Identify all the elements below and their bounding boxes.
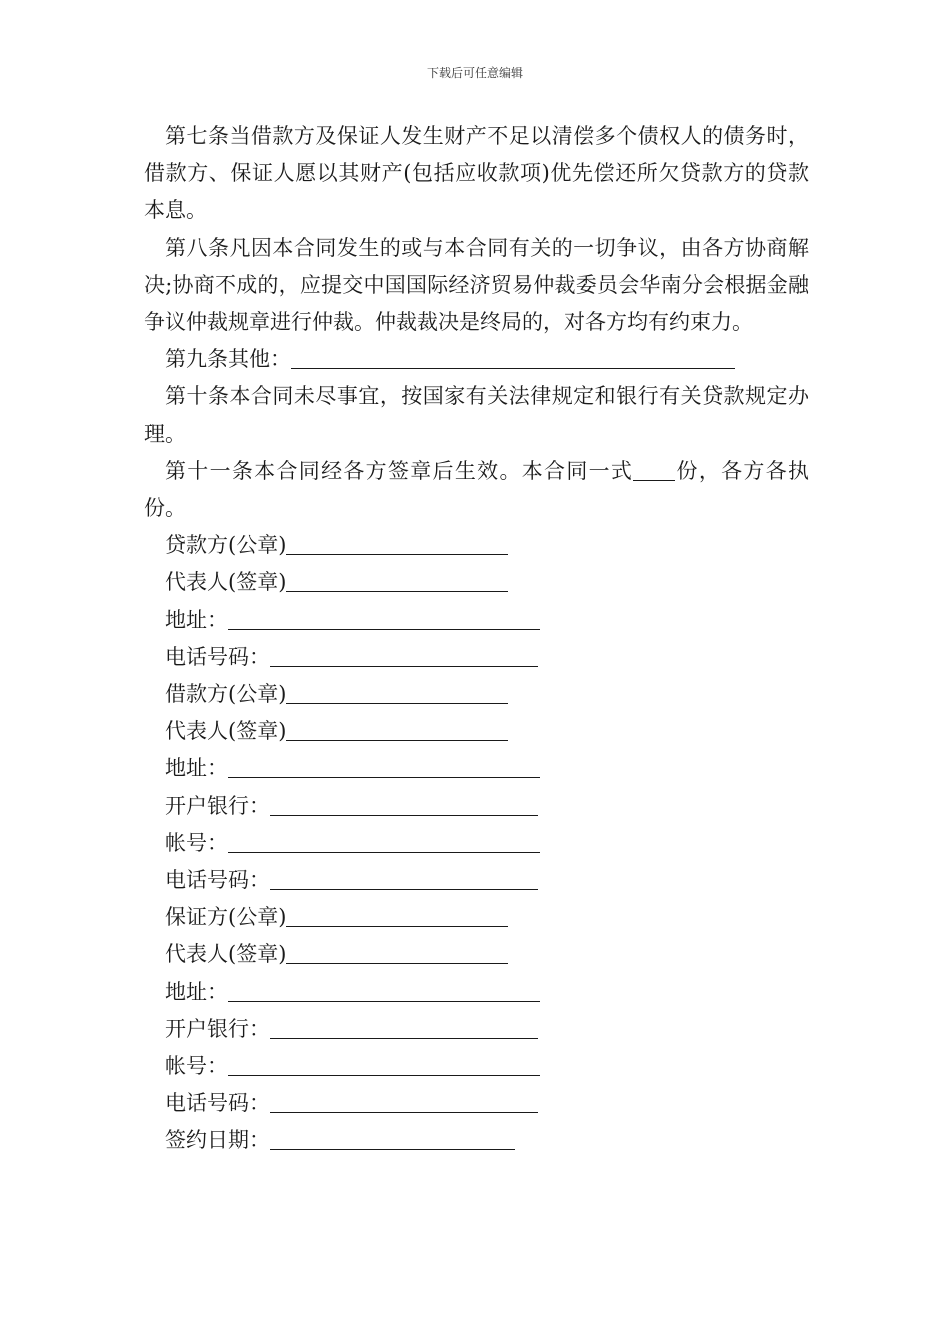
lender-seal-blank [286,532,508,555]
lender-seal-line [144,527,809,564]
guarantor-bank-label: 开户银行： [165,1016,270,1041]
lender-phone-line [144,639,809,676]
borrower-phone-line [144,862,809,899]
guarantor-rep-blank [286,941,508,964]
guarantor-seal-label: 保证方(公章) [165,905,287,930]
sign-date-line [144,1122,809,1159]
guarantor-phone-line [144,1085,809,1122]
guarantor-seal-line [144,899,809,936]
borrower-seal-label: 借款方(公章) [165,682,287,707]
guarantor-bank-line [144,1011,809,1048]
article-9-label: 第九条其他： [165,347,291,372]
article-9 [144,341,809,378]
guarantor-seal-blank [286,904,508,927]
borrower-rep-blank [286,718,508,741]
lender-seal-label: 贷款方(公章) [165,533,287,558]
lender-phone-label: 电话号码： [165,644,270,669]
borrower-phone-label: 电话号码： [165,868,270,893]
article-11-text-after: 份，各方各执份。 [144,458,810,521]
borrower-address-label: 地址： [165,756,228,781]
guarantor-address-label: 地址： [165,979,228,1004]
article-10: 第十条本合同未尽事宜，按国家有关法律规定和银行有关贷款规定办理。 [144,384,809,446]
guarantor-phone-label: 电话号码： [165,1091,270,1116]
guarantor-account-line [144,1048,809,1085]
borrower-phone-blank [270,867,538,890]
lender-rep-blank [286,569,508,592]
borrower-account-label: 帐号： [165,830,228,855]
article-11 [144,453,809,527]
article-7: 第七条当借款方及保证人发生财产不足以清偿多个债权人的债务时，借款方、保证人愿以其财产(包括应收款项)优先偿还所欠贷款方的贷款本息。 [144,124,809,223]
copies-blank [633,458,675,481]
article-11-text-before: 第十一条本合同经各方签章后生效。本合同一式 [165,458,634,483]
borrower-account-line [144,825,809,862]
borrower-rep-line [144,713,809,750]
borrower-bank-blank [270,793,538,816]
page-header: 下载后可任意编辑 [426,66,523,80]
guarantor-bank-blank [270,1016,538,1039]
guarantor-rep-line [144,936,809,973]
lender-address-line [144,602,809,639]
guarantor-account-label: 帐号： [165,1054,228,1079]
article-8: 第八条凡因本合同发生的或与本合同有关的一切争议，由各方协商解决;协商不成的，应提交中国国际经济贸易仲裁委员会华南分会根据金融争议仲裁规章进行仲裁。仲裁裁决是终局的，对各方均有约束力。 [144,235,809,335]
guarantor-rep-label: 代表人(签章) [165,942,287,967]
lender-phone-blank [270,644,538,667]
borrower-address-line [144,750,809,787]
sign-date-label: 签约日期： [165,1128,270,1153]
borrower-seal-blank [286,681,508,704]
lender-address-blank [228,607,540,630]
lender-address-label: 地址： [165,607,228,632]
borrower-seal-line [144,676,809,713]
guarantor-phone-blank [270,1090,538,1113]
lender-rep-line [144,564,809,601]
borrower-rep-label: 代表人(签章) [165,719,287,744]
article-9-blank [291,346,735,369]
borrower-bank-line [144,788,809,825]
contract-body [144,118,809,1160]
lender-rep-label: 代表人(签章) [165,570,287,595]
borrower-address-blank [228,755,540,778]
borrower-account-blank [228,830,540,853]
guarantor-address-line [144,974,809,1011]
guarantor-address-blank [228,979,540,1002]
borrower-bank-label: 开户银行： [165,793,270,818]
sign-date-blank [270,1127,515,1150]
guarantor-account-blank [228,1053,540,1076]
